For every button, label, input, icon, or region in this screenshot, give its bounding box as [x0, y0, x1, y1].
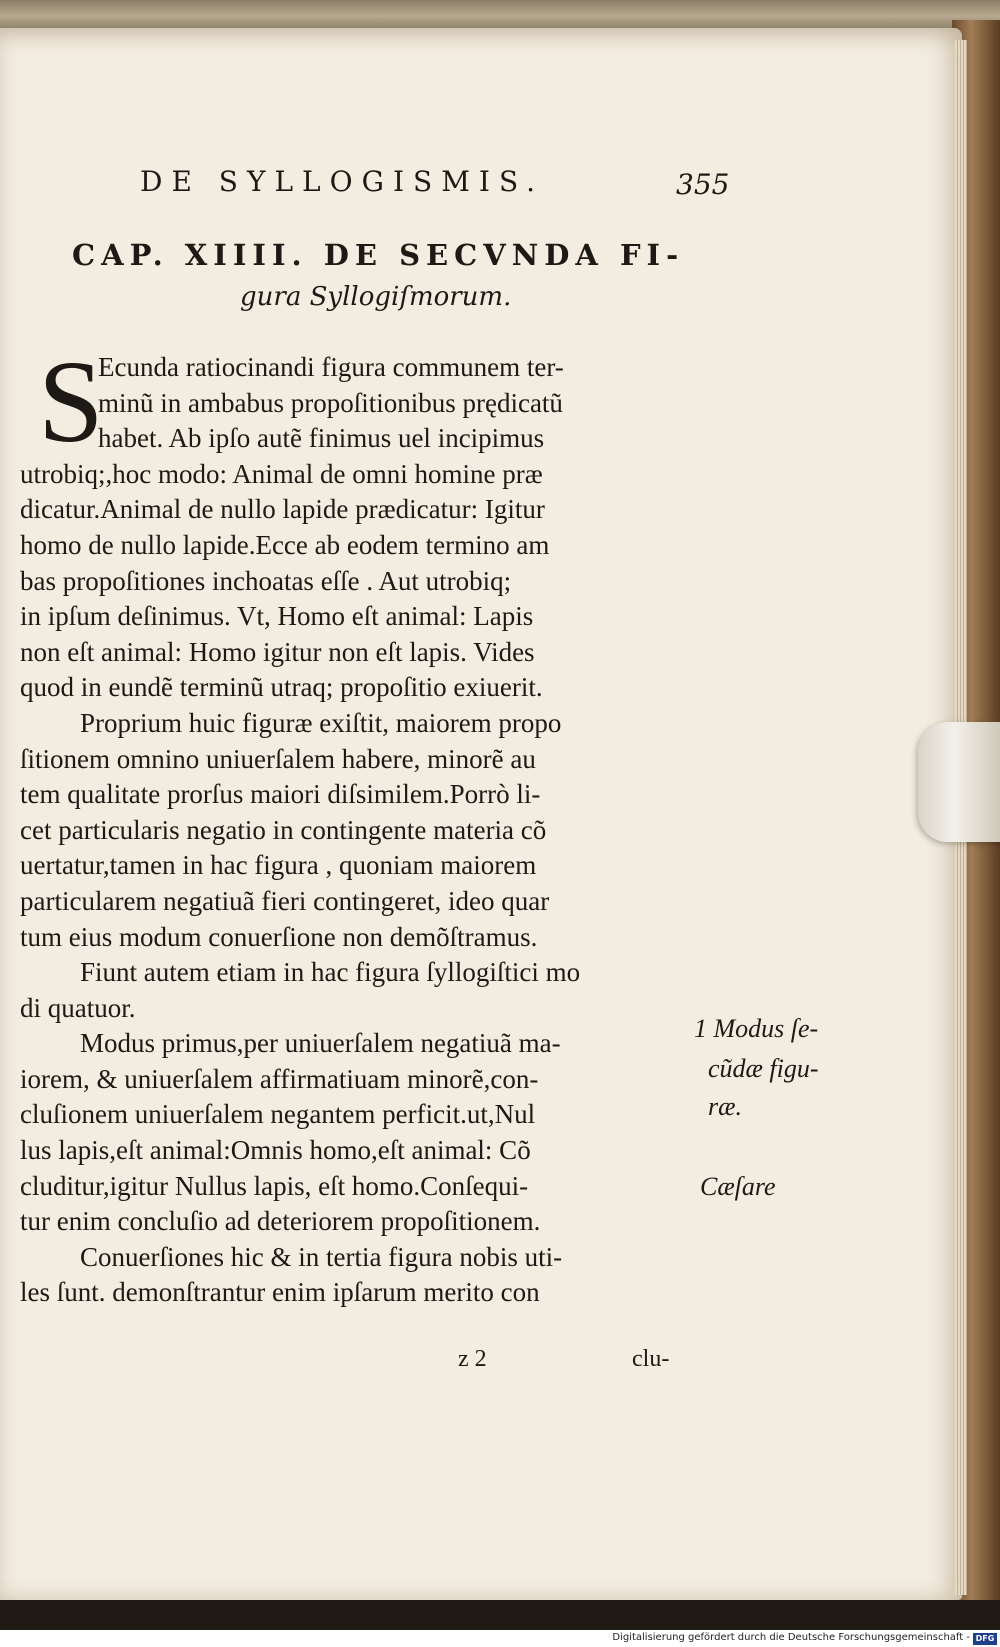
text-line: di quatuor.: [20, 992, 136, 1023]
scan-bottom-edge: [0, 1600, 1000, 1630]
text-line: cluſionem uniuerſalem negantem perficit.ut,Nul: [20, 1099, 536, 1130]
drop-cap: S: [38, 336, 104, 467]
funding-notice: Digitalisierung gefördert durch die Deutsche Forschungsgemeinschaft -: [612, 1632, 970, 1643]
text-line: bas propoſitiones inchoatas eſſe . Aut utrobiq;: [20, 565, 512, 596]
text-line: non eſt animal: Homo igitur non eſt lapis. Vides: [20, 636, 535, 667]
running-head: DE SYLLOGISMIS.: [140, 165, 545, 198]
text-line: uertatur,tamen in hac figura , quoniam maiorem: [20, 850, 537, 881]
text-line: cluditur,igitur Nullus lapis, eſt homo.Conſequi-: [20, 1170, 529, 1201]
chapter-subtitle: gura Syllogiſmorum.: [240, 282, 512, 312]
catchword: clu-: [632, 1346, 670, 1372]
text-line: Fiunt autem etiam in hac figura ſyllogiſtici mo: [80, 957, 581, 988]
dfg-logo: DFG: [973, 1633, 997, 1645]
chapter-title: CAP. XIIII. DE SECVNDA FI-: [72, 238, 685, 272]
margin-note: 1 Modus ſe-: [694, 1014, 819, 1043]
text-line: Ecunda ratiocinandi figura communem ter-: [98, 352, 564, 382]
text-line: tur enim concluſio ad deteriorem propoſitionem.: [20, 1206, 541, 1237]
text-line: Conuerſiones hic & in tertia figura nobis uti-: [80, 1241, 563, 1272]
text-line: utrobiq;,hoc modo: Animal de omni homine præ: [20, 458, 543, 489]
signature-mark: z 2: [458, 1346, 487, 1372]
text-line: tem qualitate prorſus maiori diſsimilem.Porrò li-: [20, 779, 541, 810]
text-line: Proprium huic figuræ exiſtit, maiorem propo: [80, 707, 562, 738]
text-line: les ſunt. demonſtrantur enim ipſarum merito con: [20, 1277, 540, 1308]
text-line: iorem, & uniuerſalem affirmatiuam minorẽ,con-: [20, 1063, 539, 1094]
margin-note: cũdæ figu-: [708, 1054, 819, 1083]
text-line: in ipſum deſinimus. Vt, Homo eſt animal: Lapis: [20, 601, 534, 632]
text-line: tum eius modum conuerſione non demõſtramus.: [20, 921, 538, 952]
text-line: minũ in ambabus propoſitionibus prędicatũ: [98, 387, 563, 418]
book-clasp: [918, 722, 1000, 842]
text-line: lus lapis,eſt animal:Omnis homo,eſt animal: Cõ: [20, 1135, 531, 1166]
text-line: quod in eundẽ terminũ utraq; propoſitio exiuerit.: [20, 672, 543, 703]
text-line: dicatur.Animal de nullo lapide prædicatur: Igitur: [20, 494, 545, 525]
text-line: habet. Ab ipſo autẽ finimus uel incipimus: [98, 423, 545, 454]
text-line: cet particularis negatio in contingente materia cõ: [20, 814, 547, 845]
text-line: homo de nullo lapide.Ecce ab eodem termino am: [20, 529, 550, 560]
text-line: Modus primus,per uniuerſalem negatiuã ma-: [80, 1028, 561, 1059]
margin-note: Cæſare: [700, 1172, 776, 1201]
text-line: ſitionem omnino uniuerſalem habere, minorẽ au: [20, 743, 536, 774]
text-line: particularem negatiuã fieri contingeret, ideo quar: [20, 885, 550, 916]
body-text: [20, 336, 710, 1311]
margin-note: ræ.: [708, 1092, 742, 1121]
page-number: 355: [676, 168, 730, 201]
